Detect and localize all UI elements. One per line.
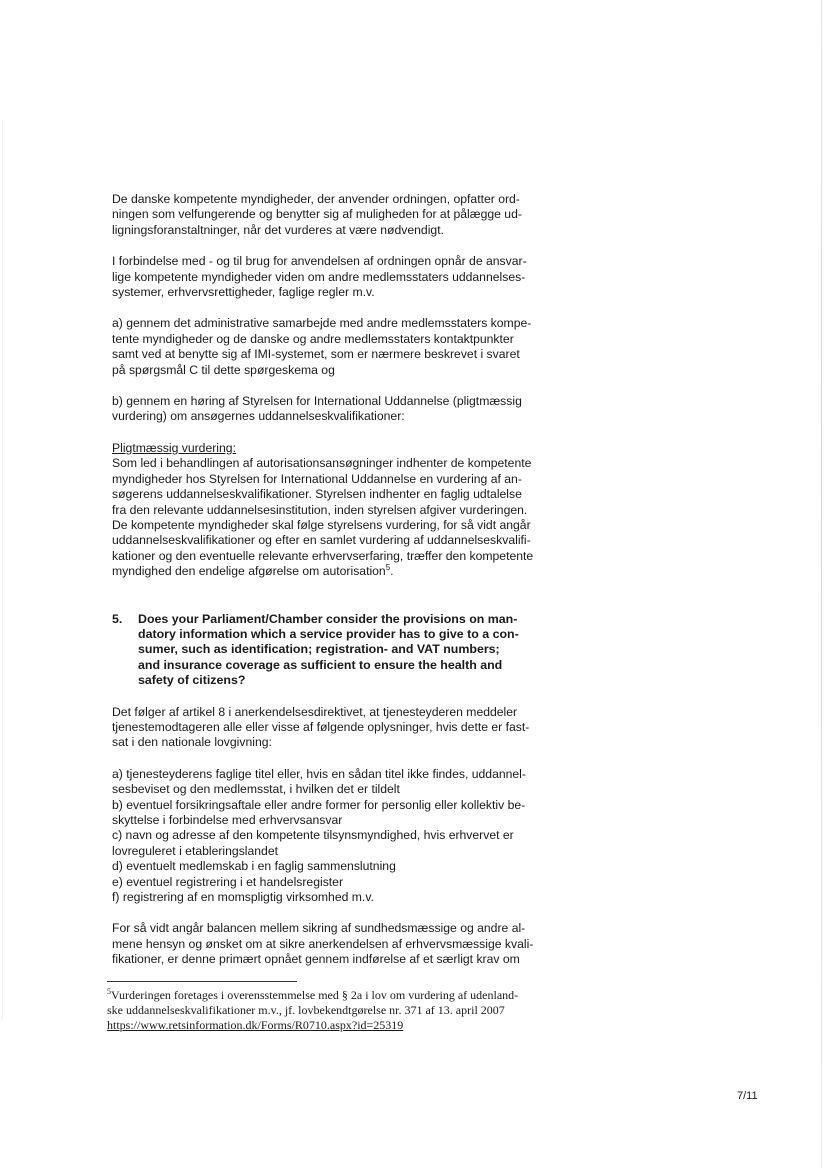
list-item: a) tjenesteyderens faglige titel eller, hvis en sådan titel ikke findes, uddannel- — [112, 766, 526, 781]
paragraph-pligtmaessig-vurdering: Pligtmæssig vurdering: Som led i behandlingen af autorisationsansøgninger indhenter de kompetente myndigheder hos Styrelsen for International Uddannelse en vurdering af an- søgerens uddannelseskvalifikationer. Styrelsen indhenter en faglig udtalelse fra den relevante uddannelsesinstitution, inden styrelsen afgiver vurderingen. De kompetente myndigheder skal følge styrelsens vurdering, for så vidt angår uddannelseskvalifikationer og efter en samlet vurdering af uddannelseskvalifi- kationer og den eventuelle relevante erhvervserfaring, træffer den kompetente myndighed den endelige afgørelse om autorisation$^5$. — [112, 441, 568, 580]
list-item: c) navn og adresse af den kompetente tilsynsmyndighed, hvis erhvervet er — [112, 828, 514, 843]
paragraph-a-samarbejde: a) gennem det administrative samarbejde med andre medlemsstaters kompe- tente myndigheder og de danske og andre medlemsstaters kontaktpunkter samt ved at benytte sig af IMI-systemet, som er nærmere beskrevet i svaret på spørgsmål C til dette spørgeskema og — [112, 316, 532, 377]
question-number: 5. — [112, 611, 123, 626]
list-item: d) eventuelt medlemskab i en faglig sammenslutning — [112, 859, 396, 874]
answer-intro: Det følger af artikel 8 i anerkendelsesdirektivet, at tjenesteyderen meddeler tjenestemodtageren alle eller visse af følgende oplysninger, hvis dette er fast- sat i den nationale lovgivning: — [112, 704, 530, 750]
page-number: 7/11 — [737, 1090, 758, 1102]
section-heading: Pligtmæssig vurdering: — [112, 440, 236, 455]
footnote-divider — [107, 981, 297, 982]
scan-edge-left — [2, 120, 3, 1020]
paragraph-ordningen: De danske kompetente myndigheder, der anvender ordningen, opfatter ord- ningen som velfungerende og benytter sig af muligheden for at pålægge ud- ligningsforanstaltninger, når det vurderes at være nødvendigt. — [112, 192, 522, 237]
footnote-marker: 5 — [107, 987, 111, 996]
question-text: Does your Parliament/Chamber consider the provisions on man- datory information which a service provider has to give to a con- sumer, such as identification; registration- and VAT numbers; and insurance coverage as sufficient to ensure the health and safety of citizens? — [138, 611, 519, 688]
scan-edge-right — [821, 0, 822, 1168]
list-item: e) eventuel registrering i et handelsregister — [112, 874, 344, 889]
question-5 — [112, 612, 568, 689]
footnote-reference[interactable]: 5 — [385, 563, 391, 573]
footnote-link[interactable]: https://www.retsinformation.dk/Forms/R0710.aspx?id=25319 — [107, 1018, 404, 1032]
answer-list — [112, 767, 568, 906]
list-item: lovreguleret i etableringslandet — [112, 843, 278, 858]
footnote: $^5$Vurderingen foretages i overensstemmelse med § 2a i lov om vurdering af udenland- ske uddannelseskvalifikationer m.v., jf. lovbekendtgørelse nr. 371 af 13. april 2007 https://www.retsinformation.dk/Forms/R0710.aspx?id=25319 — [107, 988, 577, 1033]
list-item: b) eventuel forsikringsaftale eller andre former for personlig eller kollektiv be- — [112, 797, 526, 812]
list-item: skyttelse i forbindelse med erhvervsansvar — [112, 813, 343, 827]
body-text — [112, 192, 568, 968]
list-item: f) registrering af en momspligtig virksomhed m.v. — [112, 890, 374, 905]
paragraph-forbindelse: I forbindelse med - og til brug for anvendelsen af ordningen opnår de ansvar- lige kompetente myndigheder viden om andre medlemsstaters uddannelses- systemer, erhvervsrettigheder, faglige regler m.v. — [112, 254, 527, 300]
paragraph-b-hoering: b) gennem en høring af Styrelsen for International Uddannelse (pligtmæssig vurdering) om ansøgernes uddannelseskvalifikationer: — [112, 394, 522, 424]
answer-closing: For så vidt angår balancen mellem sikring af sundhedsmæssige og andre al- mene hensyn og ønsket om at sikre anerkendelsen af erhvervsmæssige kvali- fikationer, er denne primært opnået gennem indførelse af et særligt krav om — [112, 921, 534, 967]
list-item: sesbeviset og den medlemsstat, i hvilken det er tildelt — [112, 782, 400, 797]
